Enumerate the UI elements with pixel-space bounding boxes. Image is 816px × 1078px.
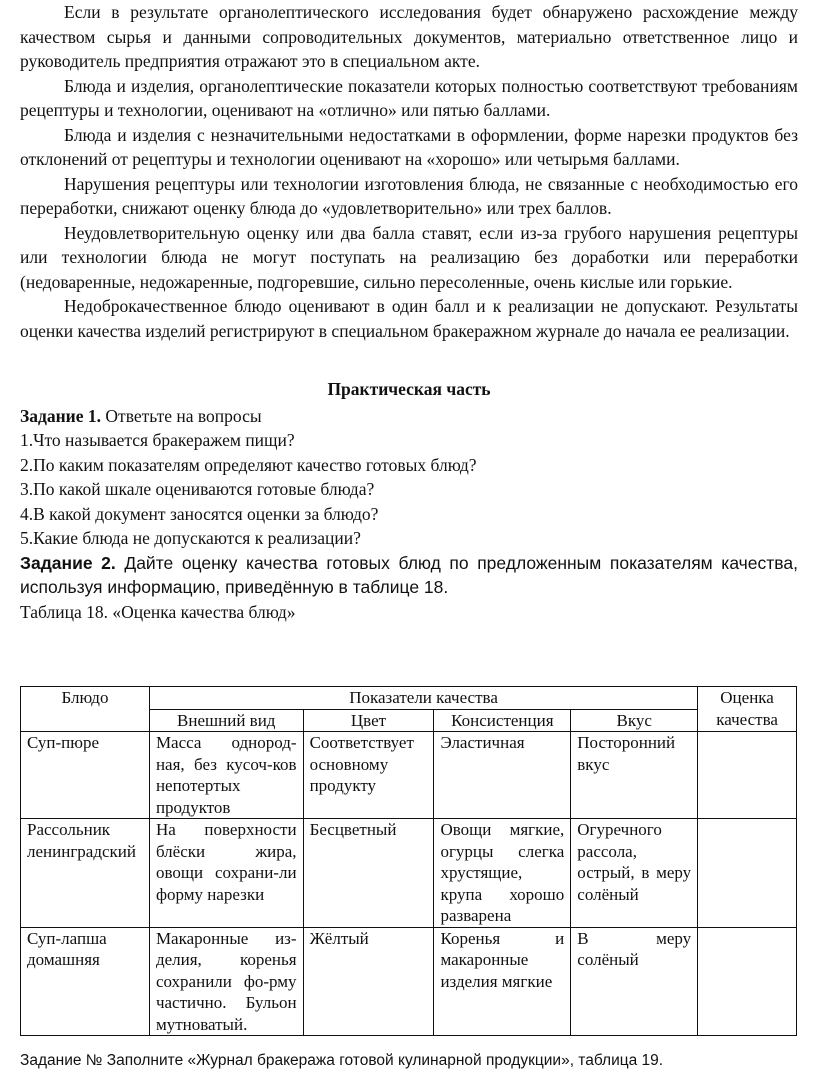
header-appearance: Внешний вид [149,709,303,732]
cell-dish: Суп-пюре [21,732,150,819]
table-caption: Таблица 18. «Оценка качества блюд» [20,601,296,622]
table-row [21,819,797,928]
table-header-row [21,687,797,710]
section-title: Практическая часть [327,379,491,399]
table-row [21,732,797,819]
cell-consistency: Эластичная [434,732,571,819]
cell-color: Жёлтый [303,927,434,1036]
paragraph: Блюда и изделия с незначительными недостатками в оформлении, форме нарезки продуктов без отклонений от рецептуры и технологии оценивают на «хорошо» или четырьмя баллами. [20,124,798,169]
question: 2.По каким показателям определяют качество готовых блюд? [20,454,477,475]
question: 1.Что называется бракеражем пищи? [20,430,295,450]
cell-color: Бесцветный [303,819,434,928]
paragraph: Недоброкачественное блюдо оценивают в один балл и к реализации не допускают. Результаты оценки качества изделий регистрируют в специальном бракеражном журнале до начала ее реализации. [20,296,798,341]
task1-label: Задание 1. [20,405,102,426]
paragraph: Неудовлетворительную оценку или два балла ставят, если из-за грубого нарушения рецептуры или технологии блюда не могут поступать на реализацию без доработки или переработки (недоваренные, недожаренные, подгоревшие, сильно пересоленные, очень кислые или горькие. [20,222,798,292]
header-indicators: Показатели качества [149,687,697,710]
cell-grade[interactable] [698,927,797,1036]
cell-appearance: Масса однород-ная, без кусоч-ков непотертых продуктов [149,732,303,819]
task2-label: Задание 2. [20,552,116,573]
cell-taste: Посторонний вкус [571,732,698,819]
cell-grade[interactable] [698,732,797,819]
question: 5.Какие блюда не допускаются к реализации? [20,528,361,548]
header-grade: Оценка качества [698,687,797,732]
cell-consistency: Коренья и макаронные изделия мягкие [434,927,571,1036]
cell-appearance: На поверхности блёски жира, овощи сохрани-ли форму нарезки [149,819,303,928]
task1-heading [20,404,798,429]
header-color: Цвет [303,709,434,732]
cell-consistency: Овощи мягкие, огурцы слегка хрустящие, крупа хорошо разварена [434,819,571,928]
question: 3.По какой шкале оцениваются готовые блюда? [20,479,375,499]
document-page [20,0,798,624]
header-taste: Вкус [571,709,698,732]
paragraph: Нарушения рецептуры или технологии изготовления блюда, не связанные с необходимостью его переработки, снижают оценку блюда до «удовлетворительно» или трех баллов. [20,173,798,218]
header-dish: Блюдо [21,687,150,732]
task2-text: Дайте оценку качества готовых блюд по предложенным показателям качества, используя информацию, приведённую в таблице 18. [20,552,798,597]
cell-grade[interactable] [698,819,797,928]
paragraph: Если в результате органолептического исследования будет обнаружено расхождение между качеством сырья и данными сопроводительных документов, материально ответственное лицо и руководитель предприятия отражают это в специальном акте. [20,2,798,71]
cell-taste: В меру солёный [571,927,698,1036]
cell-dish: Рассольник ленинградский [21,819,150,928]
table-row [21,927,797,1036]
cell-color: Соответствует основному продукту [303,732,434,819]
task2-paragraph [20,551,798,600]
question: 4.В какой документ заносятся оценки за блюдо? [20,503,379,524]
footer-task: Задание № Заполните «Журнал бракеража готовой кулинарной продукции», таблица 19. [20,1052,664,1069]
cell-taste: Огуречного рассола, острый, в меру солёный [571,819,698,928]
task1-text: Ответьте на вопросы [101,405,262,426]
quality-table [20,686,797,1036]
cell-dish: Суп-лапша домашняя [21,927,150,1036]
cell-appearance: Макаронные из-делия, коренья сохранили фо-рму частично. Бульон мутноватый. [149,927,303,1036]
header-consistency: Консистенция [434,709,571,732]
paragraph: Блюда и изделия, органолептические показатели которых полностью соответствуют требованиям рецептуры и технологии, оценивают на «отлично» или пятью баллами. [20,75,798,120]
